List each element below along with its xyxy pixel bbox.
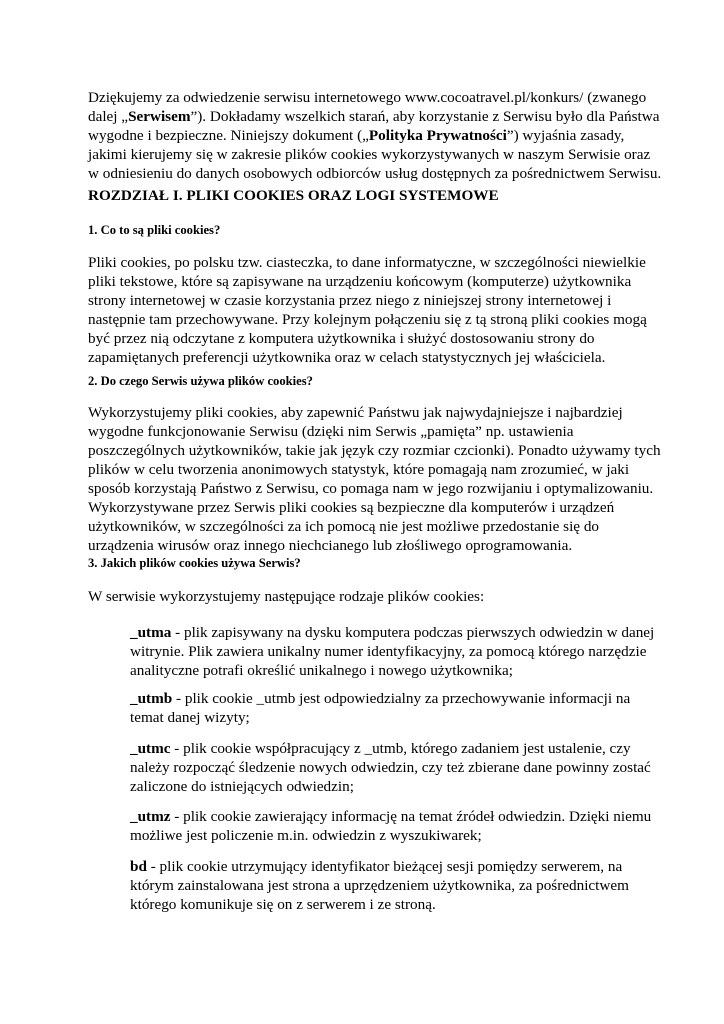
cookie-desc: temat danej wizyty; xyxy=(130,709,250,726)
section-3-intro: W serwisie wykorzystujemy następujące rodzaje plików cookies: xyxy=(88,588,485,605)
cookie-desc: należy rozpocząć śledzenie nowych odwiedzin, czy też zbierane dane powinny zostać xyxy=(130,759,651,776)
body-line: być przez nią odczytane z komputera użytkownika i służyć dostosowaniu strony do xyxy=(88,330,595,347)
cookie-desc: zaliczone do istniejących odwiedzin; xyxy=(130,778,354,795)
body-line: plików w celu tworzenia anonimowych statystyk, które pomagają nam zrozumieć, w jaki xyxy=(88,461,630,478)
cookie-item-line xyxy=(130,857,629,876)
body-line: Wykorzystujemy pliki cookies, aby zapewnić Państwu jak najwydajniejsze i najbardziej xyxy=(88,404,623,421)
cookie-item-line xyxy=(130,739,651,758)
cookie-desc: - plik cookie zawierający informację na temat źródeł odwiedzin. Dzięki niemu xyxy=(170,808,652,825)
cookie-desc: możliwe jest policzenie m.in. odwiedzin z wyszukiwarek; xyxy=(130,827,482,844)
cookie-name: _utmc xyxy=(130,740,171,757)
body-line: Pliki cookies, po polsku tzw. ciasteczka, to dane informatyczne, w szczególności niewielkie xyxy=(88,254,646,271)
cookie-name: _utmb xyxy=(130,690,173,707)
intro-text: jakimi kierujemy się w zakresie plików cookies wykorzystywanych w naszym Serwisie oraz xyxy=(88,146,651,163)
cookie-desc: - plik zapisywany na dysku komputera podczas pierwszych odwiedzin w danej xyxy=(171,624,655,641)
intro-text: ”). Dokładamy wszelkich starań, aby korzystanie z Serwisu było dla Państwa xyxy=(190,108,660,125)
cookie-item-utmz xyxy=(130,807,651,845)
intro-line xyxy=(88,88,661,107)
body-line: Wykorzystywane przez Serwis pliki cookies są bezpieczne dla komputerów i urządzeń xyxy=(88,499,615,516)
intro-paragraph xyxy=(88,88,661,183)
cookie-desc: analityczne potrafi określić unikalnego i nowego użytkownika; xyxy=(130,662,513,679)
section-3-title: 3. Jakich plików cookies używa Serwis? xyxy=(88,556,301,570)
cookie-desc: którego komunikuje się on z serwerem i ze stroną. xyxy=(130,896,436,913)
cookie-desc: witrynie. Plik zawiera unikalny numer identyfikacyjny, za pomocą którego narzędzie xyxy=(130,643,647,660)
cookie-desc: - plik cookie utrzymujący identyfikator bieżącej sesji pomiędzy serwerem, na xyxy=(146,858,623,875)
cookie-item-utmc xyxy=(130,739,651,796)
body-line: następnie tam przechowywane. Przy kolejnym połączeniu się z tą stroną pliki cookies mogą xyxy=(88,311,647,328)
cookie-name: bd xyxy=(130,858,147,875)
body-line: urządzenia wirusów oraz innego niechcianego lub złośliwego oprogramowania. xyxy=(88,537,573,554)
intro-text: wygodne i bezpieczne. Niniejszy dokument („ xyxy=(88,127,369,144)
body-line: wygodne funkcjonowanie Serwisu (dzięki nim Serwis „pamięta” np. ustawienia xyxy=(88,423,574,440)
cookie-item-utma xyxy=(130,623,654,680)
intro-text: dalej „ xyxy=(88,108,129,125)
cookie-item-line xyxy=(130,807,651,826)
serwis-term: Serwisem xyxy=(128,108,191,125)
intro-text: w odniesieniu do danych osobowych odbiorców usług dostępnych za pośrednictwem Serwisu. xyxy=(88,165,662,182)
cookie-name: _utmz xyxy=(130,808,171,825)
intro-line xyxy=(88,145,661,164)
intro-text: ”) wyjaśnia zasady, xyxy=(506,127,625,144)
body-line: pliki tekstowe, które są zapisywane na urządzeniu końcowym (komputerze) użytkownika xyxy=(88,273,632,290)
chapter-title: ROZDZIAŁ I. PLIKI COOKIES ORAZ LOGI SYSTEMOWE xyxy=(88,187,499,204)
policy-term: Polityka Prywatności xyxy=(368,127,507,144)
section-1-body xyxy=(88,253,647,367)
cookie-item-line xyxy=(130,623,654,642)
cookie-name: _utma xyxy=(130,624,172,641)
body-line: poszczególnych użytkowników, takie jak język czy rozmiar czcionki). Ponadto używamy tych xyxy=(88,442,661,459)
cookie-item-utmb xyxy=(130,689,630,727)
section-1-title: 1. Co to są pliki cookies? xyxy=(88,223,221,237)
cookie-desc: - plik cookie _utmb jest odpowiedzialny za przechowywanie informacji na xyxy=(172,690,631,707)
body-line: strony internetowej w czasie korzystania przez niego z niniejszej strony internetowej i xyxy=(88,292,612,309)
cookie-item-line xyxy=(130,689,630,708)
cookie-desc: - plik cookie współpracujący z _utmb, którego zadaniem jest ustalenie, czy xyxy=(170,740,631,757)
section-2-title: 2. Do czego Serwis używa plików cookies? xyxy=(88,374,313,388)
cookie-item-bd xyxy=(130,857,629,914)
body-line: użytkowników, w szczególności za ich pomocą nie jest możliwe przedostanie się do xyxy=(88,518,600,535)
body-line: zapamiętanych preferencji użytkownika oraz w celach statystycznych jej właściciela. xyxy=(88,349,606,366)
cookie-desc: którym zainstalowana jest strona a uprzędzeniem użytkownika, za pośrednictwem xyxy=(130,877,629,894)
intro-text: Dziękujemy za odwiedzenie serwisu internetowego www.cocoatravel.pl/konkurs/ (zwanego xyxy=(88,89,647,106)
body-line: sposób korzystają Państwo z Serwisu, co pomaga nam w jego rozwijaniu i optymalizowaniu. xyxy=(88,480,654,497)
intro-line xyxy=(88,107,661,126)
intro-line xyxy=(88,164,661,183)
section-2-body xyxy=(88,403,661,555)
intro-line xyxy=(88,126,661,145)
